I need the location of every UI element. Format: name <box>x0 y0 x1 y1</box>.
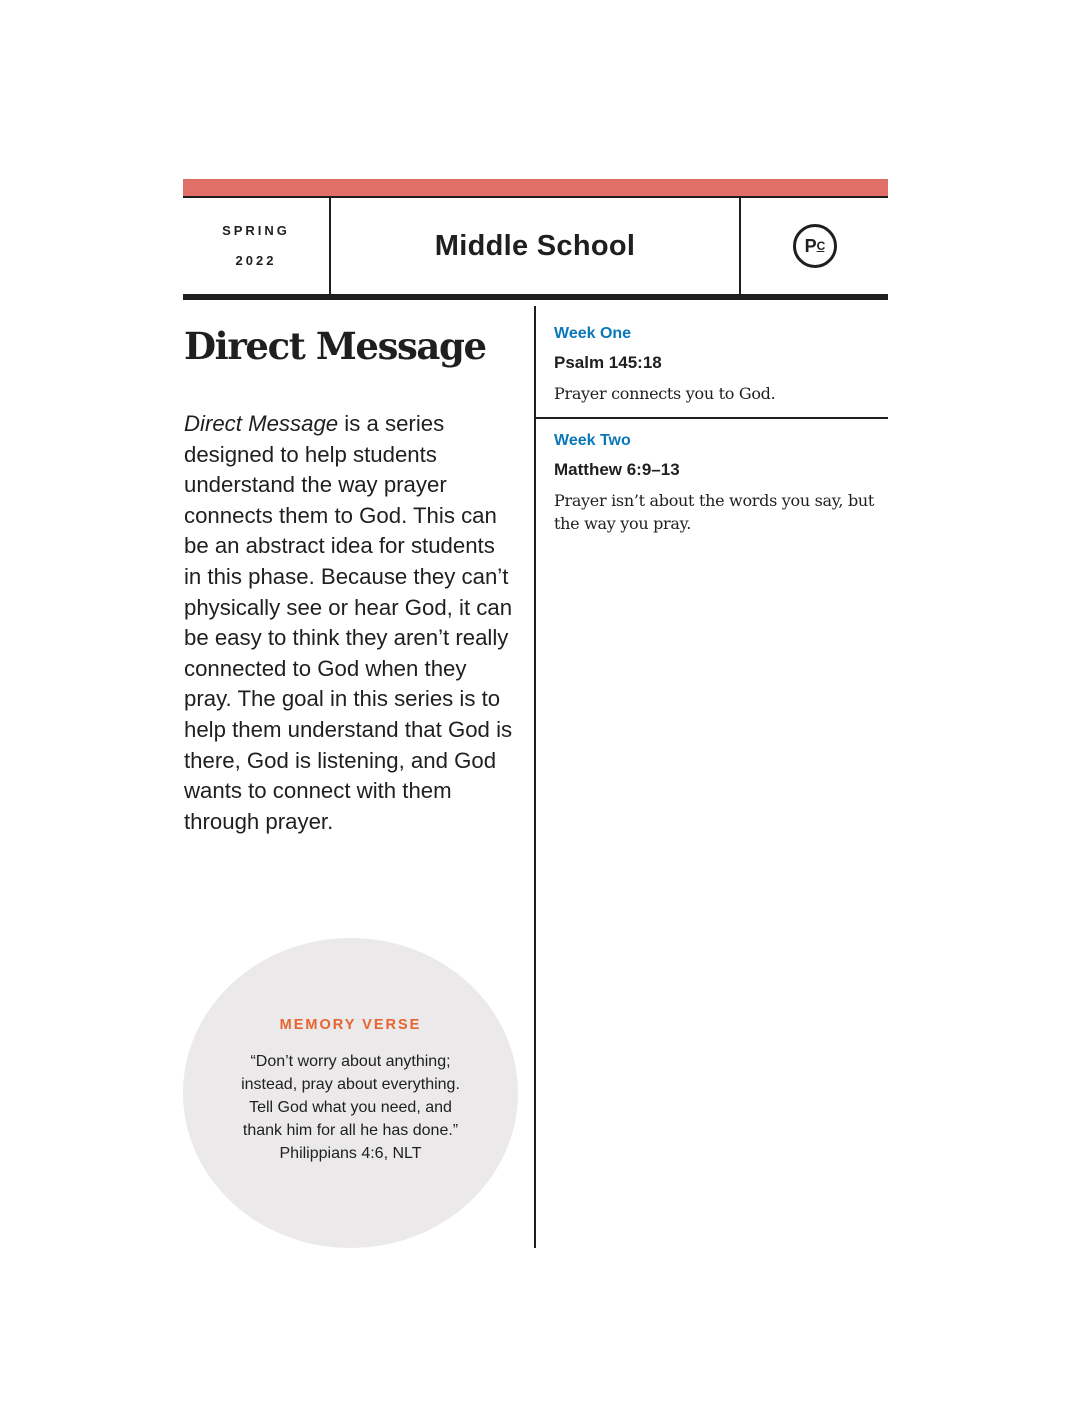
memory-verse-line: thank him for all he has done.” <box>242 1122 459 1139</box>
year-label: 2022 <box>235 253 277 268</box>
memory-verse-line: Tell God what you need, and <box>249 1099 452 1116</box>
week-reference: Matthew 6:9–13 <box>554 460 680 479</box>
week-label: Week One <box>554 325 632 342</box>
series-description <box>184 409 514 837</box>
memory-verse-text <box>183 1050 518 1165</box>
series-description-text: is a series designed to help students understand the way prayer connects them to God. This can be an abstract idea for students in this phase. Because they can’t physically see or hear God, it can be easy to think they aren’t really connected to God when they pray. The goal in this series is to help them understand that God is there, God is listening, and God wants to connect with them through prayer. <box>184 411 513 834</box>
season-label: SPRING <box>222 223 290 238</box>
memory-verse-line: “Don’t worry about anything; <box>250 1053 451 1070</box>
accent-bar <box>183 179 888 196</box>
header <box>183 196 888 300</box>
memory-verse-line: instead, pray about everything. <box>241 1076 460 1093</box>
column-divider <box>534 306 536 1248</box>
week-divider <box>536 417 888 419</box>
logo-icon <box>793 224 837 268</box>
logo-block <box>739 198 888 294</box>
week-one <box>554 325 888 405</box>
week-bottom-line: Prayer connects you to God. <box>554 384 776 403</box>
series-title: Direct Message <box>184 324 486 368</box>
logo-letter-p: P <box>804 235 816 256</box>
week-reference: Psalm 145:18 <box>554 353 662 372</box>
memory-verse-circle <box>183 938 518 1248</box>
week-two <box>554 432 888 535</box>
series-description-italic: Direct Message <box>184 411 339 436</box>
week-label: Week Two <box>554 432 631 449</box>
week-bottom-line: Prayer isn’t about the words you say, but the way you pray. <box>554 491 875 533</box>
season-block <box>183 198 331 294</box>
memory-verse-label: MEMORY VERSE <box>279 1017 422 1033</box>
logo-letter-c: C <box>816 239 825 253</box>
memory-verse-citation: Philippians 4:6, NLT <box>279 1145 422 1162</box>
page-title: Middle School <box>434 229 636 262</box>
